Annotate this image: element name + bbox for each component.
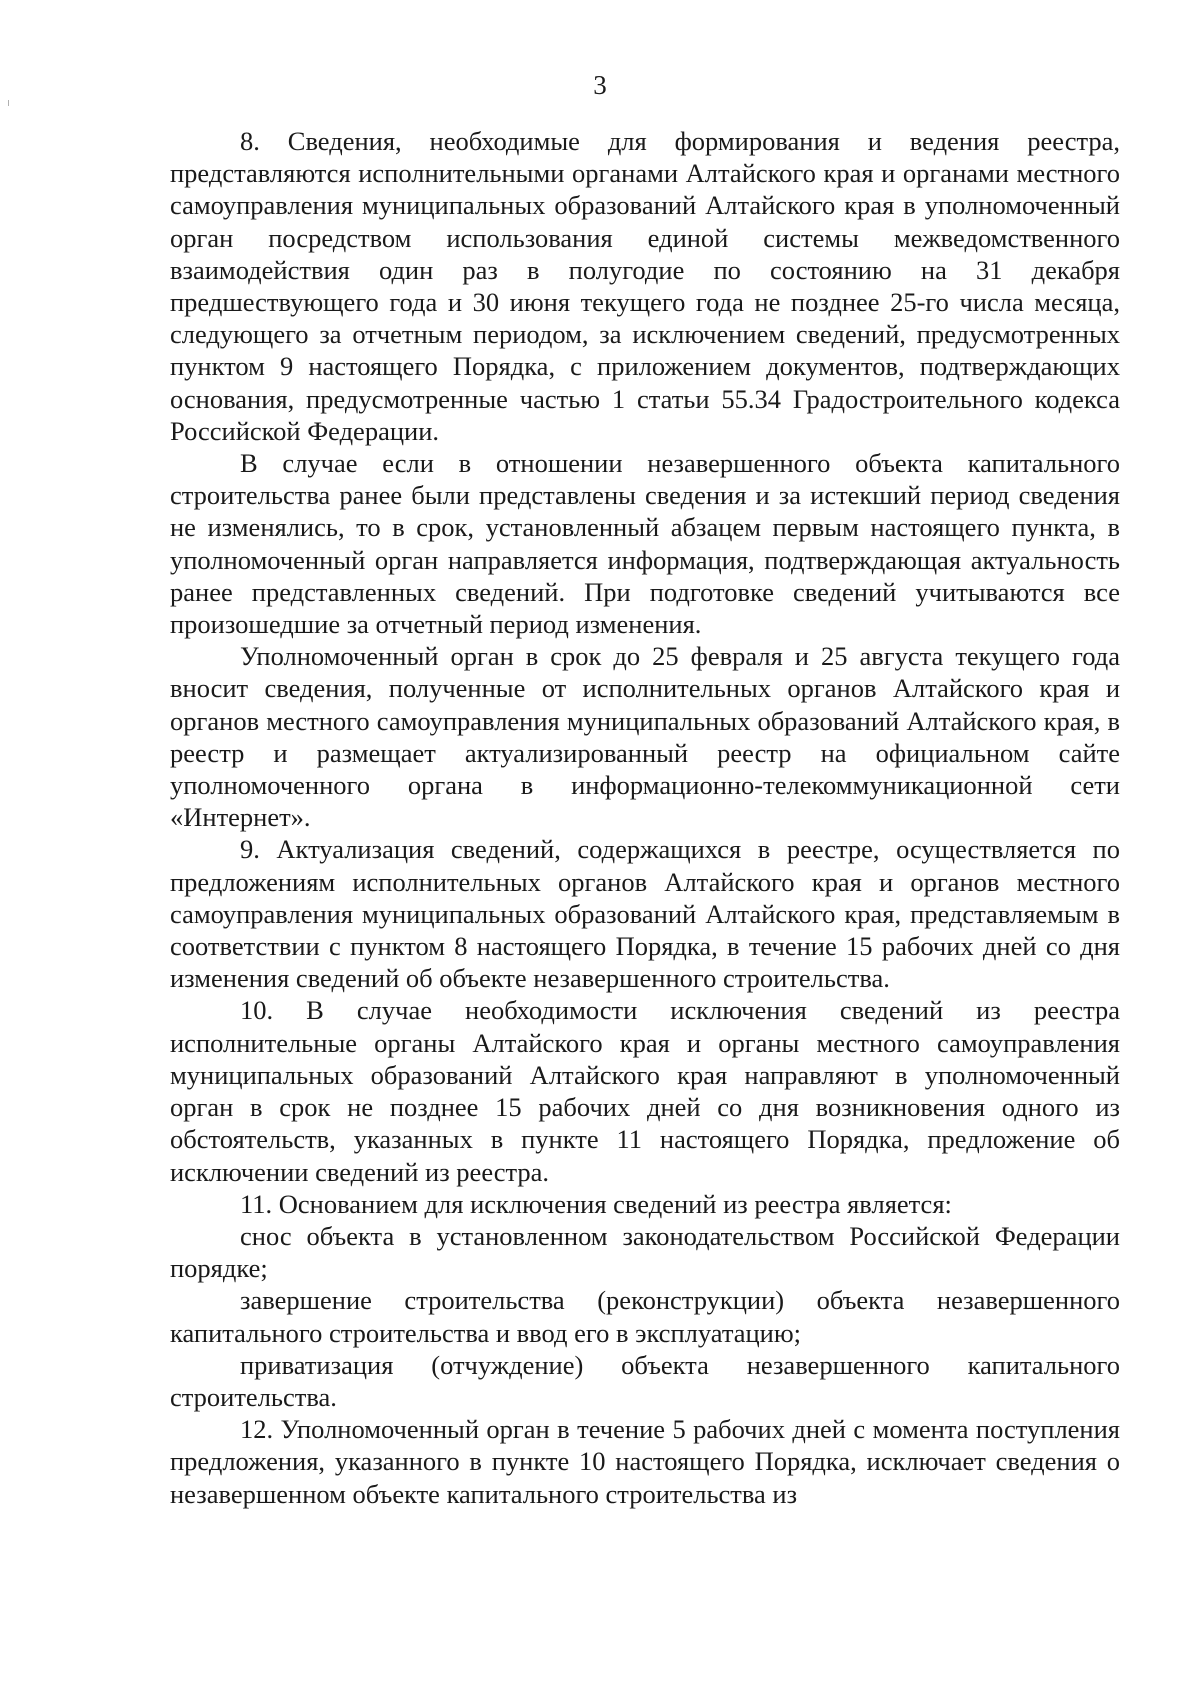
paragraph-item-8: 8. Сведения, необходимые для формирования и ведения реестра, представляются исполнительными органами Алтайского края и органами местного самоуправления муниципальных образований Алтайского края в уполномоченный орган посредством использования единой системы межведомственного взаимодействия один раз в полугодие по состоянию на 31 декабря предшествующего года и 30 июня текущего года не позднее 25-го числа месяца, следующего за отчетным периодом, за исключением сведений, предусмотренных пунктом 9 настоящего Порядка, с приложением документов, подтверждающих основания, предусмотренные частью 1 статьи 55.34 Градостроительного кодекса Российской Федерации. xyxy=(170,126,1120,446)
list-item-privatization: приватизация (отчуждение) объекта незавершенного капитального строительства. xyxy=(170,1349,1120,1412)
document-body xyxy=(170,125,1120,1510)
paragraph-item-8-publication: Уполномоченный орган в срок до 25 февраля и 25 августа текущего года вносит сведения, полученные от исполнительных органов Алтайского края и органов местного самоуправления муниципальных образований Алтайского края, в реестр и размещает актуализированный реестр на официальном сайте уполномоченного органа в информационно-телекоммуникационной сети «Интернет». xyxy=(170,641,1120,833)
list-item-completion: завершение строительства (реконструкции) объекта незавершенного капитального строительства и ввод его в эксплуатацию; xyxy=(170,1285,1120,1348)
paragraph-item-8-reporting: В случае если в отношении незавершенного объекта капитального строительства ранее были представлены сведения и за истекший период сведения не изменялись, то в срок, установленный абзацем первым настоящего пункта, в уполномоченный орган направляется информация, подтверждающая актуальность ранее представленных сведений. При подготовке сведений учитываются все произошедшие за отчетный период изменения. xyxy=(170,448,1120,640)
paragraph-item-10: 10. В случае необходимости исключения сведений из реестра исполнительные органы Алтайского края и органы местного самоуправления муниципальных образований Алтайского края направляют в уполномоченный орган в срок не позднее 15 рабочих дней со дня возникновения одного из обстоятельств, указанных в пункте 11 настоящего Порядка, предложение об исключении сведений из реестра. xyxy=(170,995,1120,1187)
paragraph-item-9: 9. Актуализация сведений, содержащихся в реестре, осуществляется по предложениям исполнительных органов Алтайского края и органов местного самоуправления муниципальных образований Алтайского края, представляемым в соответствии с пунктом 8 настоящего Порядка, в течение 15 рабочих дней со дня изменения сведений об объекте незавершенного строительства. xyxy=(170,834,1120,994)
paragraph-item-12: 12. Уполномоченный орган в течение 5 рабочих дней с момента поступления предложения, указанного в пункте 10 настоящего Порядка, исключает сведения о незавершенном объекте капитального строительства из xyxy=(170,1414,1120,1509)
list-item-demolition: снос объекта в установленном законодательством Российской Федерации порядке; xyxy=(170,1220,1120,1284)
paragraph-item-11: 11. Основанием для исключения сведений из реестра является: xyxy=(240,1188,952,1219)
page-number: 3 xyxy=(593,70,607,100)
scan-mark xyxy=(8,100,9,106)
